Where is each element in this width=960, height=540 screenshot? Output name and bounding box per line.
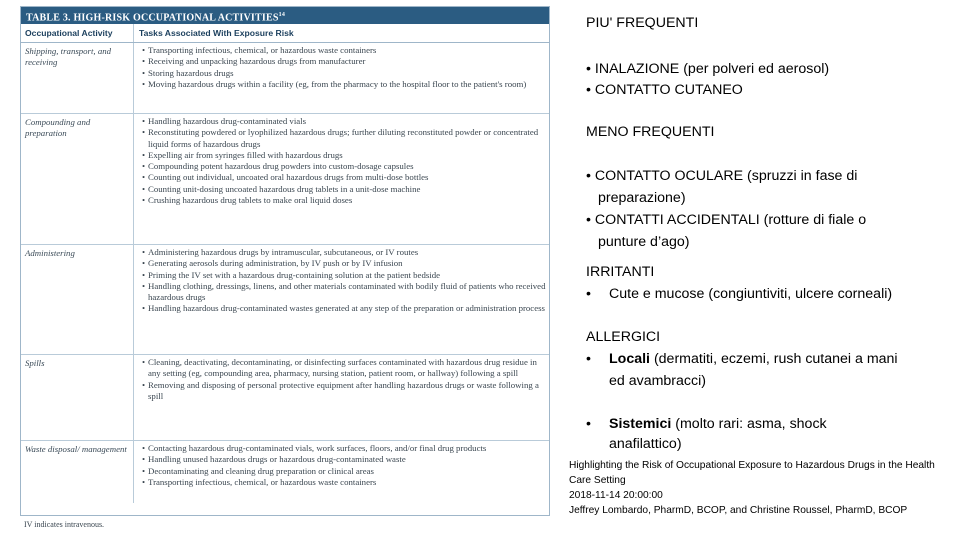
ocular-contact-line-cont: preparazione) — [598, 190, 686, 206]
table-row — [21, 355, 549, 441]
tasks-cell — [134, 441, 549, 503]
local-term: Locali — [609, 351, 650, 367]
citation-authors: Jeffrey Lombardo, PharmD, BCOP, and Christine Roussel, PharmD, BCOP — [569, 505, 908, 516]
table-row — [21, 441, 549, 503]
task-item: • Cleaning, deactivating, decontaminating, or disinfecting surfaces contaminated with hazardous drug residue in any setting (eg, compounding area, pharmacy, nursing station, patient room, or hallway) following a spill — [139, 357, 549, 380]
activity-cell: Shipping, transport, and receiving — [21, 43, 134, 113]
local-bullet: • — [586, 351, 591, 367]
accidental-contact-line-cont: punture d’ago) — [598, 234, 690, 250]
frequent-item-skin: • CONTATTO CUTANEO — [586, 82, 743, 98]
task-item: • Counting out individual, uncoated oral hazardous drugs from multi-dose bottles — [139, 172, 549, 183]
local-desc: (dermatiti, eczemi, rush cutanei a mani — [650, 351, 898, 367]
task-item: • Administering hazardous drugs by intramuscular, subcutaneous, or IV routes — [139, 247, 549, 258]
systemic-term: Sistemici — [609, 416, 672, 432]
tasks-cell — [134, 245, 549, 354]
activity-cell: Waste disposal/ management — [21, 441, 134, 503]
task-item: • Priming the IV set with a hazardous drug-containing solution at the patient bedside — [139, 270, 549, 281]
occupational-activities-table — [20, 6, 550, 516]
task-item: • Handling clothing, dressings, linens, and other materials contaminated with bodily fluid of patients who received hazardous drugs — [139, 281, 549, 304]
task-item: • Receiving and unpacking hazardous drugs from manufacturer — [139, 56, 549, 67]
table-title — [21, 7, 549, 24]
task-item: • Handling hazardous drug-contaminated vials — [139, 116, 549, 127]
task-item: • Reconstituting powdered or lyophilized hazardous drugs; further diluting reconstituted powder or concentrated liquid forms of hazardous drugs — [139, 127, 549, 150]
task-item: • Storing hazardous drugs — [139, 68, 549, 79]
table-row — [21, 43, 549, 114]
task-item: • Moving hazardous drugs within a facility (eg, from the pharmacy to the hospital floor to the patient's room) — [139, 79, 549, 90]
column-header-activity: Occupational Activity — [21, 24, 134, 42]
column-header-tasks: Tasks Associated With Exposure Risk — [139, 28, 294, 38]
irritants-bullet: • — [586, 286, 591, 302]
activity-cell: Compounding and preparation — [21, 114, 134, 244]
task-item: • Decontaminating and cleaning drug preparation or clinical areas — [139, 466, 549, 477]
activity-cell: Administering — [21, 245, 134, 354]
accidental-contact-line: • CONTATTI ACCIDENTALI (rotture di fiale o — [586, 212, 867, 228]
table-footnote: IV indicates intravenous. — [24, 520, 105, 529]
systemic-bullet: • — [586, 416, 591, 432]
task-item: • Generating aerosols during administration, by IV push or by IV infusion — [139, 258, 549, 269]
citation — [569, 458, 944, 518]
task-item: • Contacting hazardous drug-contaminated vials, work surfaces, floors, and/or final drug products — [139, 443, 549, 454]
local-allergy-line — [609, 348, 898, 370]
table-row — [21, 245, 549, 355]
systemic-allergy-line-cont: anafilattico) — [609, 436, 682, 452]
tasks-cell — [134, 355, 549, 440]
tasks-cell — [134, 114, 549, 244]
activity-cell: Spills — [21, 355, 134, 440]
citation-title: Highlighting the Risk of Occupational Exposure to Hazardous Drugs in the Health Care Setting — [569, 460, 935, 486]
systemic-allergy-line — [609, 413, 827, 435]
task-item: • Removing and disposing of personal protective equipment after handling hazardous drugs or waste following a spill — [139, 380, 549, 403]
task-item: • Handling hazardous drug-contaminated wastes generated at any step of the preparation or administration process — [139, 303, 549, 314]
frequent-item-inhalation: • INALAZIONE (per polveri ed aerosol) — [586, 61, 830, 77]
systemic-desc: (molto rari: asma, shock — [671, 416, 827, 432]
frequent-title: PIU' FREQUENTI — [586, 15, 699, 31]
table-header-row — [21, 24, 549, 43]
task-item: • Transporting infectious, chemical, or hazardous waste containers — [139, 477, 549, 488]
table-title-ref: 14 — [278, 12, 286, 18]
task-item: • Counting unit-dosing uncoated hazardous drug tablets in a unit-dose machine — [139, 184, 549, 195]
less-frequent-title: MENO FREQUENTI — [586, 124, 715, 140]
irritants-title: IRRITANTI — [586, 264, 655, 280]
irritants-item: Cute e mucose (congiuntiviti, ulcere corneali) — [609, 286, 893, 302]
task-item: • Transporting infectious, chemical, or hazardous waste containers — [139, 45, 549, 56]
local-allergy-line-cont: ed avambracci) — [609, 373, 706, 389]
task-item: • Compounding potent hazardous drug powders into custom-dosage capsules — [139, 161, 549, 172]
ocular-contact-line: • CONTATTO OCULARE (spruzzi in fase di — [586, 168, 858, 184]
task-item: • Expelling air from syringes filled with hazardous drugs — [139, 150, 549, 161]
table-row — [21, 114, 549, 245]
task-item: • Handling unused hazardous drugs or hazardous drug-contaminated waste — [139, 454, 549, 465]
table-title-text: TABLE 3. HIGH-RISK OCCUPATIONAL ACTIVITIES — [26, 12, 279, 24]
task-item: • Crushing hazardous drug tablets to make oral liquid doses — [139, 195, 549, 206]
tasks-cell — [134, 43, 549, 113]
allergic-title: ALLERGICI — [586, 329, 661, 345]
citation-date: 2018-11-14 20:00:00 — [569, 490, 663, 501]
